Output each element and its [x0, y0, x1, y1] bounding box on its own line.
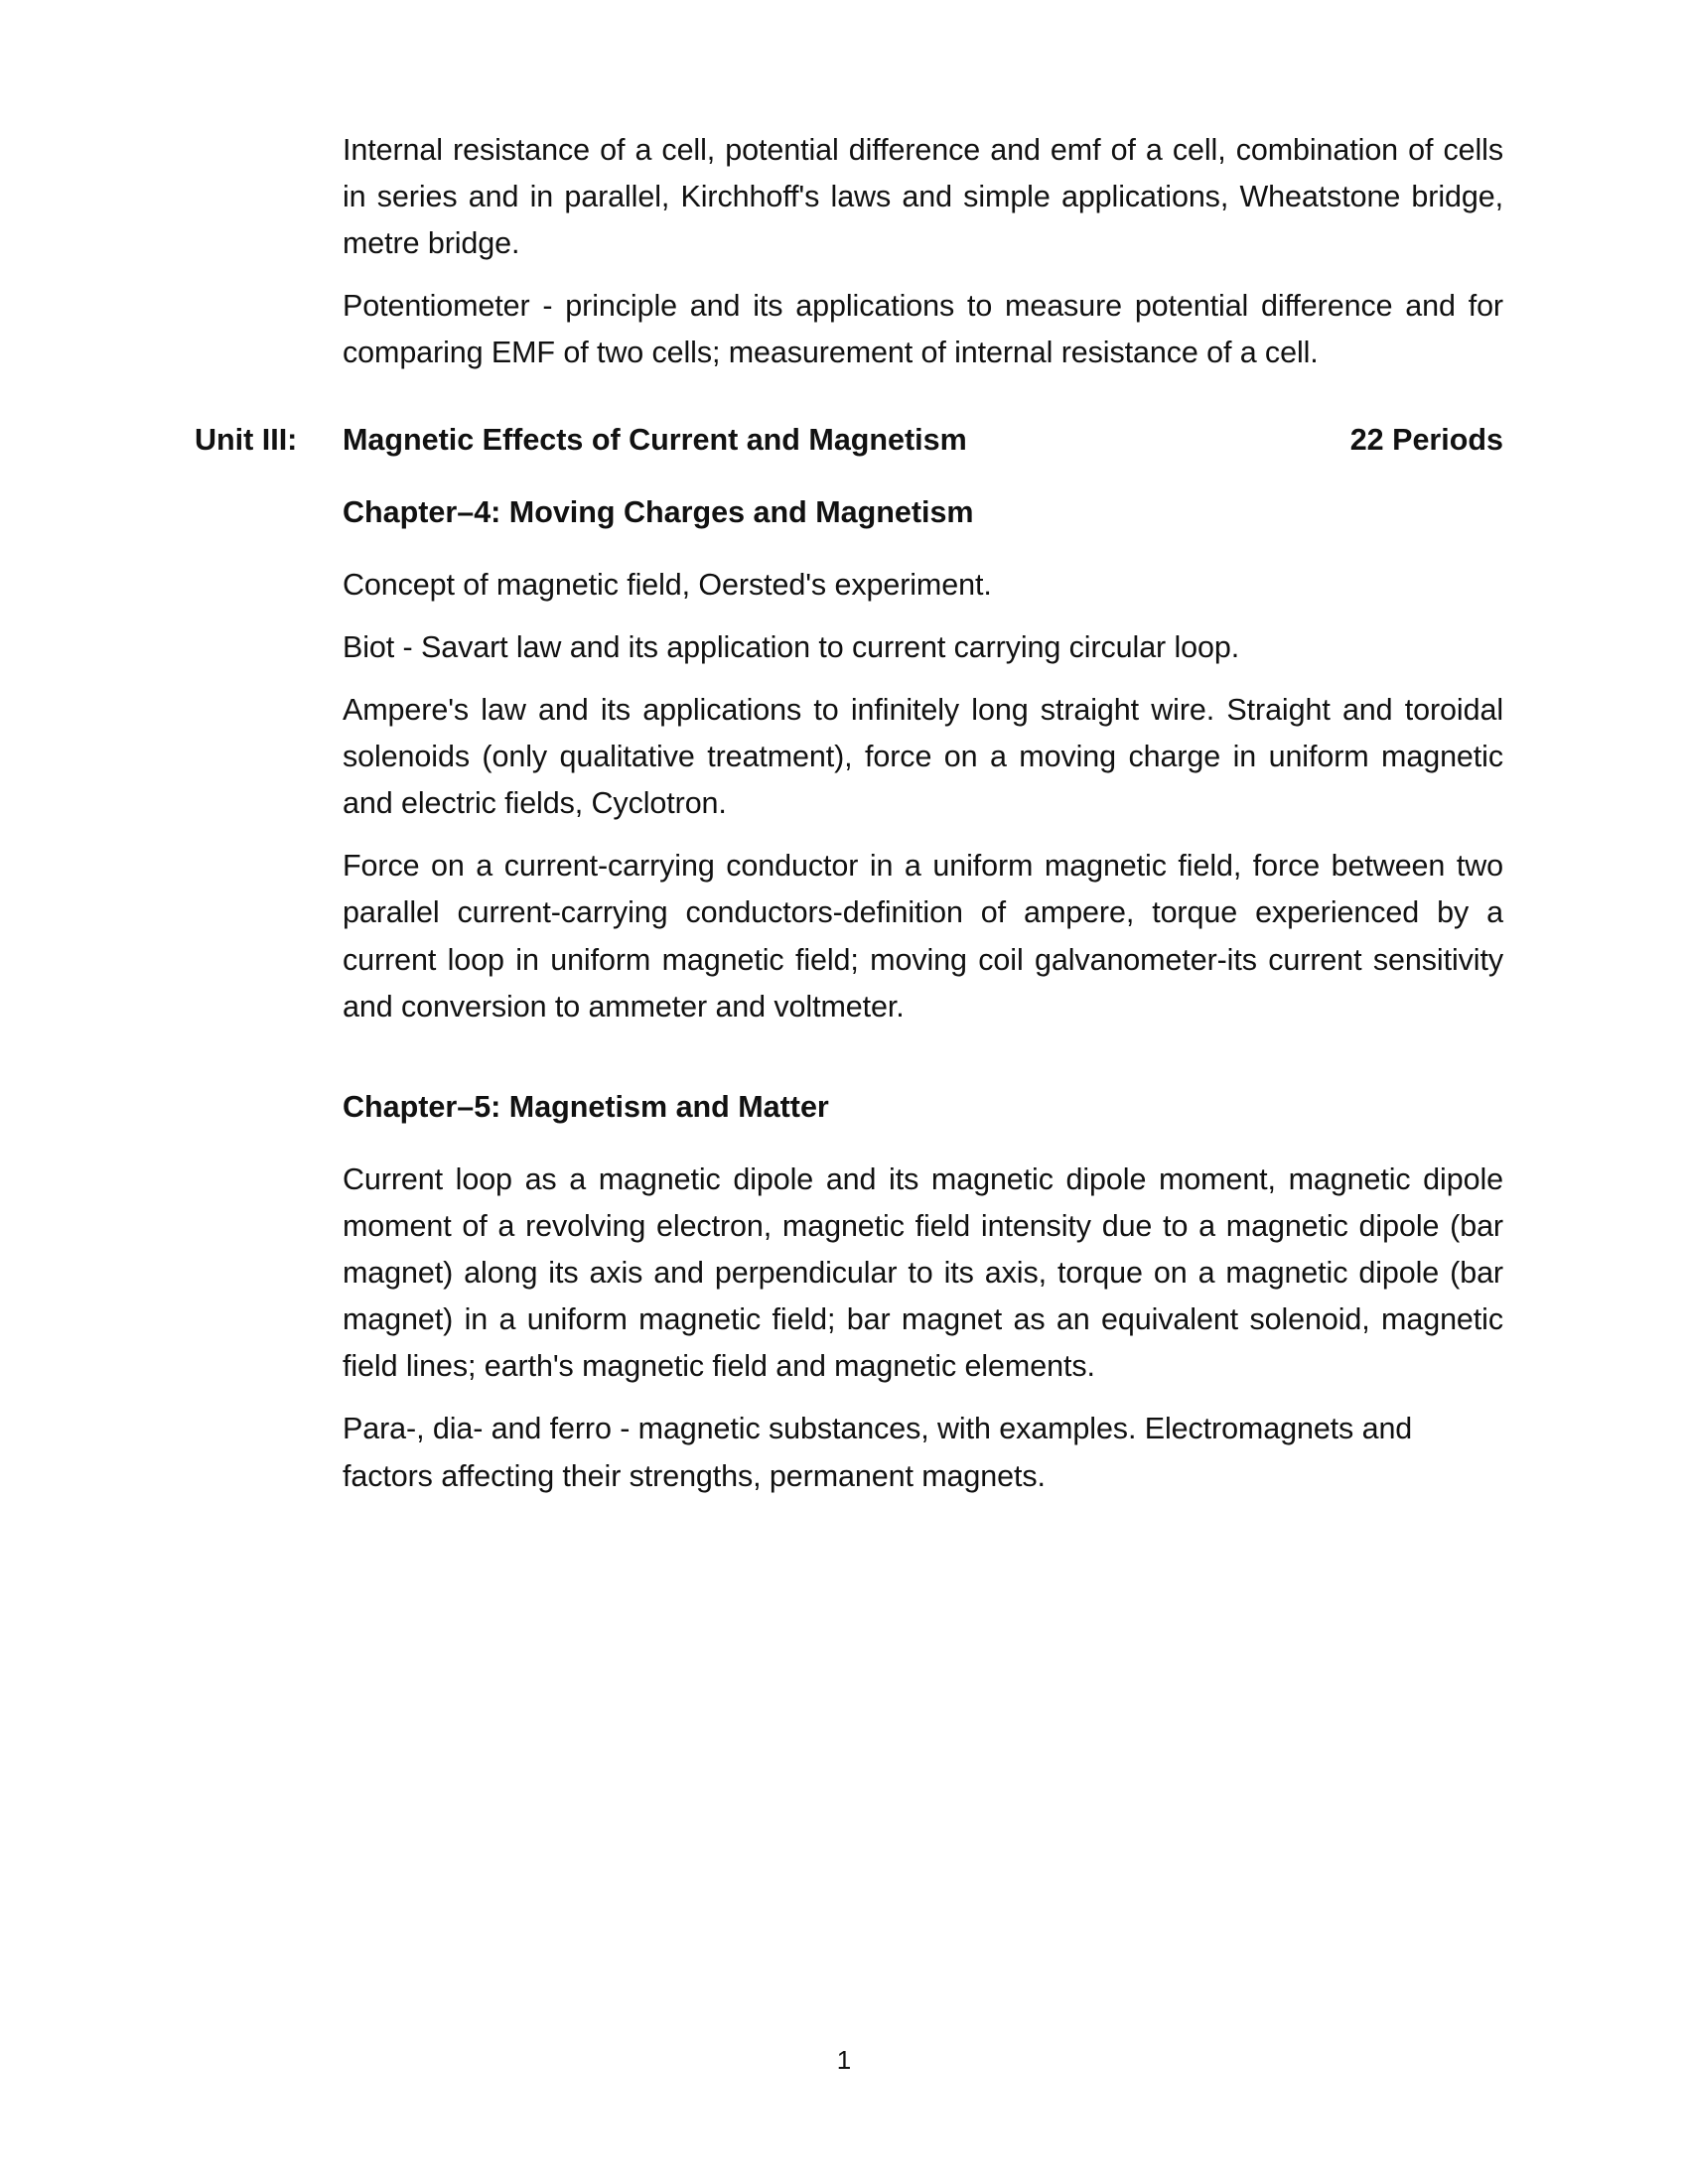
page-number: 1	[836, 2045, 852, 2075]
spacer-before-unit	[195, 391, 1503, 417]
spacer-after-chapter-4	[195, 536, 1503, 562]
spacer-before-chapter-5	[195, 1044, 1503, 1084]
paragraph-ampere-law: Ampere's law and its applications to infinitely long straight wire. Straight and toroidal solenoids (only qualitative treatment), force on a moving charge in uniform magnetic and electric fields, Cyclotron.	[343, 692, 1503, 821]
spacer-after-chapter-5	[195, 1131, 1503, 1157]
unit-periods: 22 Periods	[1349, 422, 1503, 457]
paragraph-internal-resistance: Internal resistance of a cell, potential difference and emf of a cell, combination of cells in series and in parallel, Kirchhoff's laws and simple applications, Wheatstone bridge, metre bridge.	[343, 133, 1503, 261]
paragraph-potentiometer: Potentiometer - principle and its applications to measure potential difference and for comparing EMF of two cells; measurement of internal resistance of a cell.	[343, 289, 1503, 370]
paragraph-force-on-conductor: Force on a current-carrying conductor in a uniform magnetic field, force between two parallel current-carrying conductors-definition of ampere, torque experienced by a current loop in uniform magnetic field; moving coil galvanometer-its current sensitivity and conversion to ammeter and voltmeter.	[343, 849, 1503, 1024]
paragraph-magnetic-field-concept: Concept of magnetic field, Oersted's experiment.	[343, 567, 992, 602]
page-content	[195, 127, 1503, 1514]
unit-label: Unit III:	[195, 422, 298, 457]
chapter-4-heading: Chapter–4: Moving Charges and Magnetism	[343, 494, 974, 529]
spacer-after-unit	[195, 464, 1503, 489]
unit-title: Magnetic Effects of Current and Magnetism	[343, 422, 967, 457]
unit-heading-row	[195, 417, 1503, 464]
paragraph-current-loop-dipole: Current loop as a magnetic dipole and its magnetic dipole moment, magnetic dipole moment of a revolving electron, magnetic field intensity due to a magnetic dipole (bar magnet) along its axis and perpendicular to its axis, torque on a magnetic dipole (bar magnet) in a uniform magnetic field; bar magnet as an equivalent solenoid, magnetic field lines; earth's magnetic field and magnetic elements.	[343, 1161, 1503, 1384]
paragraph-para-dia-ferro: Para-, dia- and ferro - magnetic substances, with examples. Electromagnets and factors affecting their strengths, permanent magnets.	[343, 1412, 1413, 1493]
chapter-5-heading: Chapter–5: Magnetism and Matter	[343, 1089, 829, 1124]
paragraph-biot-savart: Biot - Savart law and its application to current carrying circular loop.	[343, 629, 1240, 664]
